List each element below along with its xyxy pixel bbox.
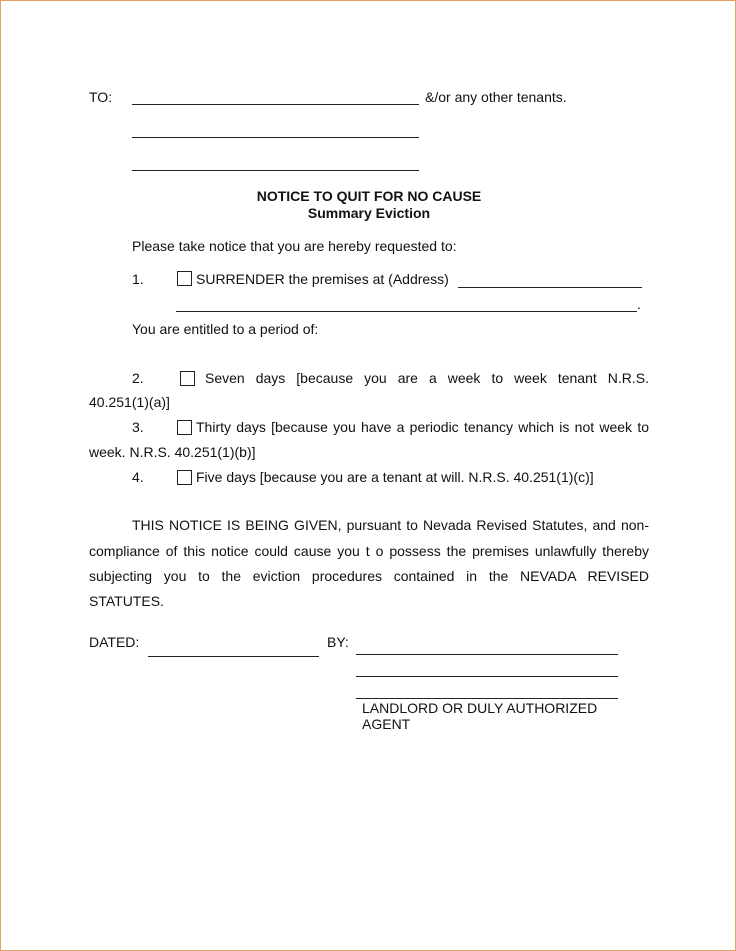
- notice-paragraph-line-1: THIS NOTICE IS BEING GIVEN, pursuant to Nevada Revised Statutes, and non-: [132, 517, 649, 533]
- intro-text: Please take notice that you are hereby requested to:: [132, 238, 457, 254]
- notice-subtitle: Summary Eviction: [307, 205, 431, 221]
- item-4-number: 4.: [132, 469, 144, 485]
- signature-line-1[interactable]: [356, 654, 618, 655]
- thirty-days-text: Thirty days [because you have a periodic tenancy which is not week to: [196, 419, 649, 435]
- notice-paragraph-line-2: compliance of this notice could cause you t o possess the premises unlawfully thereby: [89, 543, 649, 559]
- date-line[interactable]: [148, 656, 319, 657]
- tenant-name-line-1[interactable]: [132, 104, 419, 105]
- notice-title: NOTICE TO QUIT FOR NO CAUSE: [256, 188, 482, 204]
- seven-days-checkbox[interactable]: [180, 371, 195, 386]
- thirty-days-text-cont: week. N.R.S. 40.251(1)(b)]: [89, 444, 256, 460]
- signature-line-3[interactable]: [356, 698, 618, 699]
- dated-label: DATED:: [89, 634, 140, 650]
- item-2-number: 2.: [132, 370, 144, 386]
- surrender-checkbox[interactable]: [177, 271, 192, 286]
- item-1-number: 1.: [132, 271, 144, 287]
- surrender-text: SURRENDER the premises at (Address): [196, 271, 449, 287]
- seven-days-text-cont: 40.251(1)(a)]: [89, 394, 170, 410]
- tenant-name-line-2[interactable]: [132, 137, 419, 138]
- to-label: TO:: [89, 89, 113, 105]
- five-days-text: Five days [because you are a tenant at will. N.R.S. 40.251(1)(c)]: [196, 469, 594, 485]
- notice-paragraph-line-4: STATUTES.: [89, 593, 164, 609]
- notice-paragraph-line-3: subjecting you to the eviction procedures contained in the NEVADA REVISED: [89, 568, 649, 584]
- signature-line-2[interactable]: [356, 676, 618, 677]
- address-line-1[interactable]: [458, 287, 642, 288]
- by-label: BY:: [327, 634, 349, 650]
- landlord-label-line-1: LANDLORD OR DULY AUTHORIZED: [362, 700, 598, 716]
- entitled-text: You are entitled to a period of:: [132, 321, 319, 337]
- other-tenants-text: &/or any other tenants.: [425, 89, 567, 105]
- thirty-days-checkbox[interactable]: [177, 420, 192, 435]
- item-3-number: 3.: [132, 419, 144, 435]
- five-days-checkbox[interactable]: [177, 470, 192, 485]
- address-line-2[interactable]: [176, 311, 637, 312]
- seven-days-text: Seven days [because you are a week to week tenant N.R.S.: [205, 370, 649, 386]
- landlord-label-line-2: AGENT: [362, 716, 411, 732]
- address-period: .: [637, 296, 641, 312]
- tenant-name-line-3[interactable]: [132, 170, 419, 171]
